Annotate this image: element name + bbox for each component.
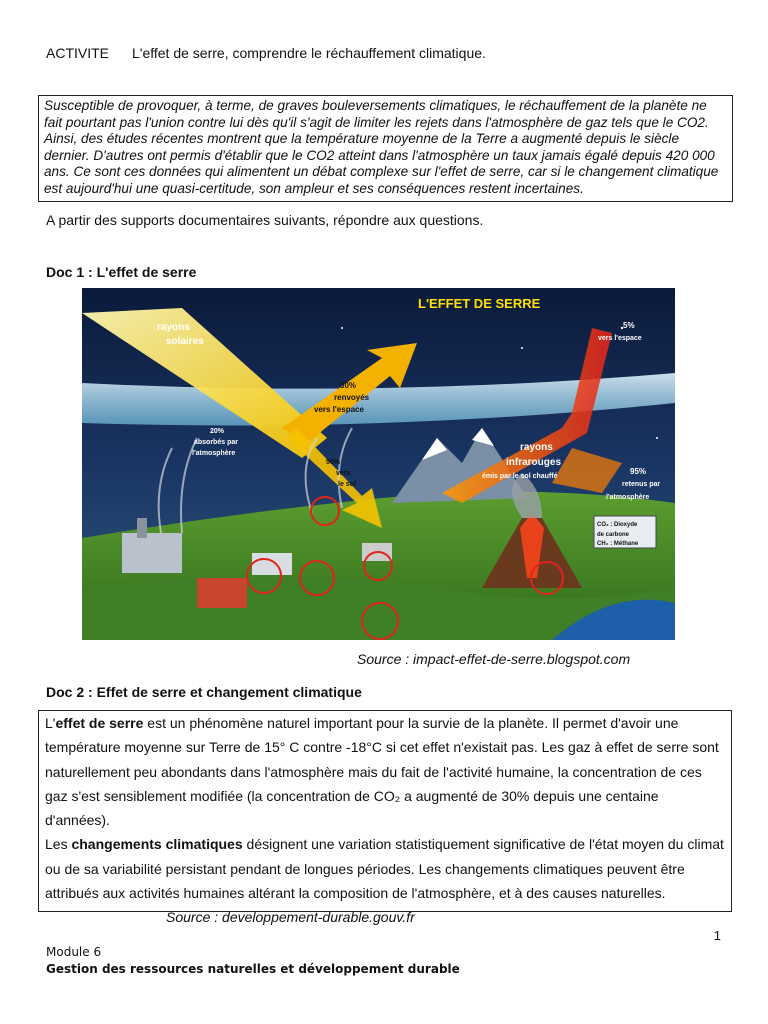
doc2-source: Source : developpement-durable.gouv.fr [166, 909, 415, 926]
instruction-text: A partir des supports documentaires suivants, répondre aux questions. [46, 212, 484, 228]
doc2-text-box [38, 710, 732, 926]
label-vers: vers [336, 470, 351, 477]
label-rayons-ir: rayons [520, 442, 553, 453]
doc2-p1-prefix: L' [45, 715, 56, 731]
label-vers-espace: vers l'espace [314, 405, 364, 414]
footer-subject: Gestion des ressources naturelles et développement durable [46, 962, 460, 976]
footer-module: Module 6 [46, 945, 102, 959]
label-retenus-atmosphere: l'atmosphère [606, 494, 650, 501]
label-infrarouges: infrarouges [506, 457, 562, 468]
legend-carbone: de carbone [597, 532, 630, 538]
doc2-p2-text: désignent une variation statistiquement significative de l'état moyen du climat ou de sa variabilité persistant pendant de longues périodes. Les changements climatiques peuvent être attribués aux activités humaines altérant la composition de l'atmosphère, et à des causes naturelles. [45, 836, 724, 902]
activity-title: L'effet de serre, comprendre le réchauffement climatique. [132, 45, 486, 61]
intro-text: Susceptible de provoquer, à terme, de graves bouleversements climatiques, le réchauffement de la planète ne fait pourtant pas l'union contre lui dès qu'il s'agit de limiter les rejets dans l'atmosphère de gaz tels que le CO2. Ainsi, des études récentes montrent que la température moyenne de la Terre a augmenté depuis le siècle dernier. D'autres ont permis d'établir que le CO2 atteint dans l'atmosphère un taux jamais égalé depuis 420 000 ans. Ce sont ces données qui alimentent un débat complexe sur l'effet de serre, car si le changement climatique est aujourd'hui une quasi-certitude, son ampleur et ses conséquences restent incertaines. [44, 98, 719, 196]
legend-ch4: CH₄ : Méthane [597, 541, 639, 547]
label-emis-sol: émis par le sol chauffé [482, 473, 558, 480]
legend-co2: CO₂ : Dioxyde [597, 522, 638, 528]
label-retenus: retenus par [622, 481, 661, 488]
label-30pct: 30% [340, 381, 357, 390]
label-absorbes: absorbés par [194, 439, 238, 446]
label-95pct: 95% [630, 467, 647, 476]
label-renvoyes: renvoyés [334, 393, 370, 402]
page-footer [46, 944, 460, 978]
doc2-paragraph-2 [45, 832, 725, 905]
doc2-paragraph-1 [45, 711, 725, 832]
label-atmosphere: l'atmosphère [192, 450, 236, 457]
greenhouse-effect-illustration [82, 288, 675, 640]
doc2-term-changements: changements climatiques [71, 836, 243, 853]
activity-label: ACTIVITE [46, 45, 110, 61]
doc2-title: Doc 2 : Effet de serre et changement climatique [46, 684, 362, 700]
doc2-term-effet-de-serre: effet de serre [55, 715, 144, 731]
page-number: 1 [713, 928, 721, 943]
doc1-source: Source : impact-effet-de-serre.blogspot.com [357, 651, 631, 667]
label-20pct: 20% [210, 428, 225, 435]
doc2-p1-text: est un phénomène naturel important pour la survie de la planète. Il permet d'avoir une température moyenne sur Terre de 15° C contre -18°C si cet effet n'existait pas. Les gaz à effet de serre sont naturellement peu abondants dans l'atmosphère mais du fait de l'activité humaine, la concentration de ces gaz s'est sensiblement modifiée (la concentration de CO₂ a augmenté de 30% depuis une centaine d'années). [45, 715, 719, 829]
label-le-sol: le sol [338, 481, 356, 488]
label-solaires: solaires [166, 336, 204, 347]
label-vers-espace-5: vers l'espace [598, 335, 642, 342]
doc1-title: Doc 1 : L'effet de serre [46, 264, 197, 280]
label-rayons: rayons [157, 322, 190, 333]
figure-heading: L'EFFET DE SERRE [418, 296, 541, 311]
activity-header [46, 45, 486, 61]
intro-text-box [38, 95, 733, 202]
doc2-p2-prefix: Les [45, 836, 72, 853]
label-5pct: 5% [623, 321, 635, 330]
label-50pct: 50% [326, 459, 341, 466]
